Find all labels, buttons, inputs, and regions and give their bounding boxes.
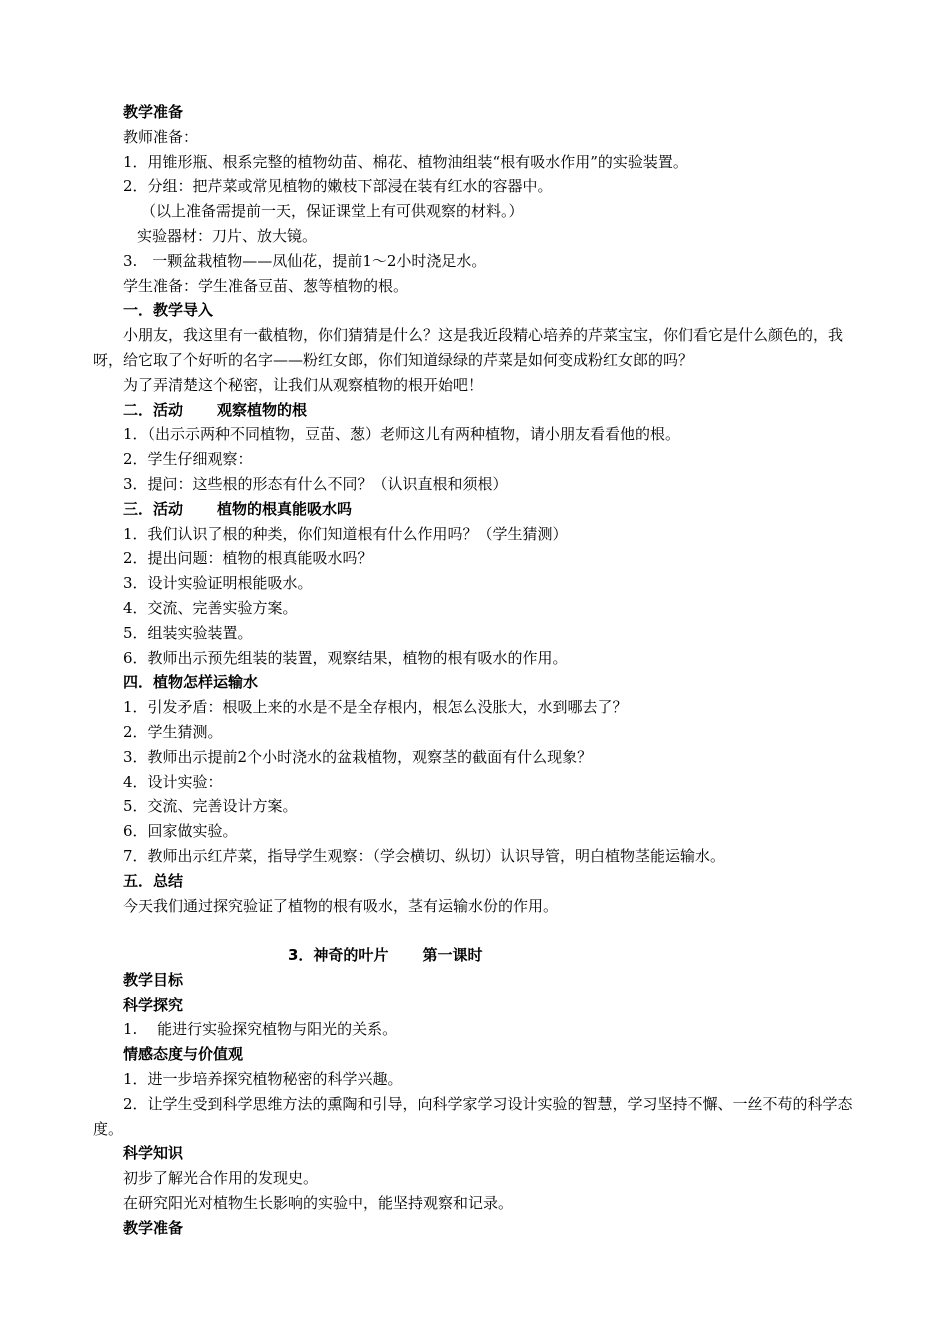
transport-item-5: 5．交流、完善设计方案。 [123,797,298,816]
knowledge-item-1: 初步了解光合作用的发现史。 [123,1169,319,1188]
prep-item-1: 1．用锥形瓶、根系完整的植物幼苗、棉花、植物油组装“根有吸水作用”的实验装置。 [123,152,688,171]
inquiry-heading: 科学探究 [123,995,184,1014]
transport-item-7: 7．教师出示红芹菜，指导学生观察：（学会横切、纵切）认识导管，明白植物茎能运输水。 [123,846,726,865]
activity1-label: 二．活动 [123,400,184,419]
transport-item-4: 4．设计实验： [123,772,223,791]
activity2-item-5: 5．组装实验装置。 [123,623,253,642]
prep-item-2: 2．分组：把芹菜或常见植物的嫩枝下部浸在装有红水的容器中。 [123,177,553,196]
transport-item-6: 6．回家做实验。 [123,822,238,841]
summary-text: 今天我们通过探究验证了植物的根有吸水，茎有运输水份的作用。 [123,896,559,915]
section-heading-summary: 五．总结 [123,871,184,890]
lesson-title-period: 第一课时 [422,946,483,965]
intro-paragraph-2: 为了弄清楚这个秘密，让我们从观察植物的根开始吧！ [123,375,484,394]
transport-item-1: 1．引发矛盾：根吸上来的水是不是全存根内，根怎么没胀大，水到哪去了？ [123,698,628,717]
activity2-item-3: 3．设计实验证明根能吸水。 [123,574,313,593]
activity1-title: 观察植物的根 [217,400,308,419]
section-heading-activity1 [93,398,863,423]
teacher-prep-label: 教师准备： [123,127,199,146]
knowledge-heading: 科学知识 [123,1144,184,1163]
attitude-item-1: 1．进一步培养探究植物秘密的科学兴趣。 [123,1070,403,1089]
transport-item-2: 2．学生猜测。 [123,722,223,741]
section-heading-activity2 [93,497,863,522]
attitude-heading: 情感态度与价值观 [123,1045,244,1064]
student-prep: 学生准备：学生准备豆苗、葱等植物的根。 [123,276,409,295]
goals-heading: 教学目标 [123,970,184,989]
lesson-title-name: 3．神奇的叶片 [288,946,389,965]
activity2-label: 三．活动 [123,499,184,518]
activity1-item-2: 2．学生仔细观察： [123,450,253,469]
activity1-item-3: 3．提问：这些根的形态有什么不同？（认识直根和须根） [123,474,508,493]
section-heading-prep: 教学准备 [123,103,184,121]
spacer [93,918,863,943]
prep-note: （以上准备需提前一天，保证课堂上有可供观察的材料。） [141,202,524,221]
activity2-item-6: 6．教师出示预先组装的装置，观察结果，植物的根有吸水的作用。 [123,648,568,667]
prep-equipment: 实验器材：刀片、放大镜。 [137,226,318,245]
transport-item-3: 3．教师出示提前2个小时浇水的盆栽植物，观察茎的截面有什么现象？ [123,747,593,766]
activity2-item-4: 4．交流、完善实验方案。 [123,598,298,617]
lesson3-prep-heading: 教学准备 [123,1218,184,1237]
activity2-item-1: 1．我们认识了根的种类，你们知道根有什么作用吗？（学生猜测） [123,524,568,543]
knowledge-item-2: 在研究阳光对植物生长影响的实验中，能坚持观察和记录。 [123,1194,514,1213]
section-heading-intro: 一．教学导入 [123,301,214,320]
attitude-item-2: 2．让学生受到科学思维方法的熏陶和引导，向科学家学习设计实验的智慧，学习坚持不懈、一丝不苟的科学态度。 [93,1094,853,1138]
activity1-item-1: 1．（出示示两种不同植物，豆苗、葱）老师这儿有两种植物，请小朋友看看他的根。 [123,425,681,444]
inquiry-item: 1. 能进行实验探究植物与阳光的关系。 [123,1020,398,1039]
document-page [93,100,863,1241]
intro-paragraph-1: 小朋友，我这里有一截植物，你们猜猜是什么？这是我近段精心培养的芹菜宝宝，你们看它是什么颜色的，我呀，给它取了个好听的名字——粉红女郎，你们知道绿绿的芹菜是如何变成粉红女郎的吗？ [93,326,844,369]
activity2-item-2: 2．提出问题：植物的根真能吸水吗？ [123,549,373,568]
lesson-title [93,943,863,968]
activity2-title: 植物的根真能吸水吗 [217,499,353,518]
section-heading-transport: 四．植物怎样运输水 [123,673,259,692]
prep-item-3: 3. 一颗盆栽植物——凤仙花，提前1～2小时浇足水。 [123,251,487,270]
